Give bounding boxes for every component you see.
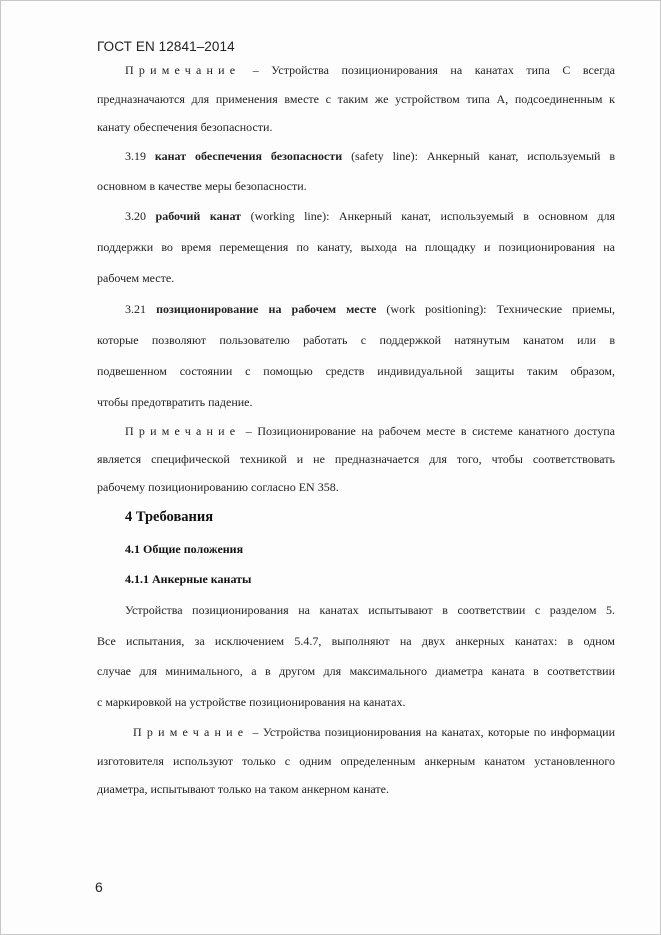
term-3-21-definition: (work positioning): Технические приемы,	[386, 302, 615, 316]
section-4-1-heading: 4.1 Общие положения	[125, 542, 244, 556]
note-2-text: – Позиционирование на рабочем месте в системе канатного доступа	[245, 424, 615, 438]
note-3-line-1	[133, 725, 615, 741]
term-3-20-line-1	[125, 209, 615, 225]
term-3-21-line-4: чтобы предотвратить падение.	[97, 395, 253, 409]
section-4-heading: 4 Требования	[125, 509, 214, 525]
note-1-text: – Устройства позиционирования на канатах типа С всегда	[252, 63, 615, 77]
term-3-21-line-1	[125, 302, 615, 318]
document-header: ГОСТ EN 12841–2014	[97, 39, 235, 54]
page-number: 6	[95, 879, 103, 895]
term-3-19-line-1	[125, 149, 615, 165]
term-3-21-number: 3.21	[125, 302, 146, 316]
paragraph-line-4: с маркировкой на устройстве позиционирования на канатах.	[97, 695, 406, 709]
note-label: Примечание	[125, 63, 241, 77]
term-3-20-line-3: рабочем месте.	[97, 271, 175, 285]
term-3-20-definition: (working line): Анкерный канат, используемый в основном для	[250, 209, 615, 223]
term-3-19-definition: (safety line): Анкерный канат, используемый в	[351, 149, 615, 163]
term-3-19-number: 3.19	[125, 149, 146, 163]
paragraph-line-3: случае для минимального, а в другом для максимального диаметра каната в соответствии	[97, 664, 615, 678]
term-3-20-number: 3.20	[125, 209, 146, 223]
term-3-20-title: рабочий канат	[155, 209, 242, 223]
note-1-line-3: канату обеспечения безопасности.	[97, 120, 273, 134]
note-label: Примечание	[125, 424, 241, 438]
term-3-19-line-2: основном в качестве меры безопасности.	[97, 179, 307, 193]
term-3-19-title: канат обеспечения безопасности	[154, 149, 343, 163]
term-3-21-title: позиционирование на рабочем месте	[156, 302, 377, 316]
note-label: Примечание	[133, 725, 249, 739]
paragraph-line-1: Устройства позиционирования на канатах испытывают в соответствии с разделом 5.	[125, 603, 615, 617]
note-2-line-3: рабочему позиционированию согласно EN 358.	[97, 480, 339, 494]
term-3-20-line-2: поддержки во время перемещения по канату, выхода на площадку и позиционирования на	[97, 240, 615, 254]
paragraph-line-2: Все испытания, за исключением 5.4.7, выполняют на двух анкерных канатах: в одном	[97, 634, 615, 648]
note-1-line-1	[125, 63, 615, 79]
term-3-21-line-2: которые позволяют пользователю работать с поддержкой натянутым канатом или в	[97, 333, 615, 347]
section-4-1-1-heading: 4.1.1 Анкерные канаты	[125, 572, 252, 586]
note-2-line-1	[125, 424, 615, 440]
note-3-line-2: изготовителя используют только с одним определенным анкерным канатом установленного	[97, 754, 615, 768]
note-3-line-3: диаметра, испытывают только на таком анкерном канате.	[97, 782, 389, 796]
note-1-line-2: предназначаются для применения вместе с таким же устройством типа А, подсоединенным к	[97, 92, 615, 106]
term-3-21-line-3: подвешенном состоянии с помощью средств индивидуальной защиты таким образом,	[97, 364, 615, 378]
note-3-text: – Устройства позиционирования на канатах, которые по информации	[252, 725, 615, 739]
note-2-line-2: является специфической техникой и не предназначается для того, чтобы соответствовать	[97, 452, 615, 466]
